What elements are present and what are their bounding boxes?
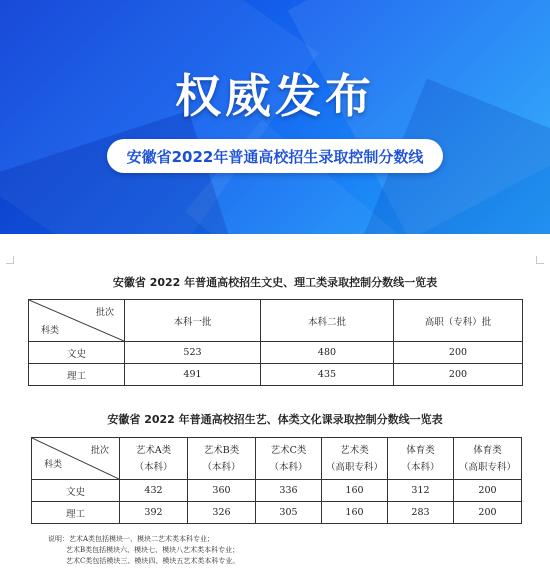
diag-label-category: 科类 [44,460,63,470]
table-cell: 200 [394,342,523,364]
table-row [32,502,522,524]
table-row [32,480,522,502]
table-cell: 491 [125,364,261,386]
table-cell: 283 [388,502,454,524]
diag-label-batch: 批次 [95,308,114,318]
table2-header-row [32,438,522,480]
table-cell: 160 [322,502,388,524]
page-corner-mark [536,256,544,264]
table-cell: 523 [125,342,261,364]
row-label: 文史 [32,480,120,502]
column-header: 体育类 （本科） [388,438,454,480]
banner-subtitle-pill [107,139,443,173]
row-label: 文史 [29,342,125,364]
row-label: 理工 [29,364,125,386]
table1-diagonal-header [29,300,125,342]
banner [0,0,550,234]
table-cell: 200 [454,502,522,524]
table-cell: 360 [188,480,256,502]
column-header: 本科二批 [261,300,394,342]
diag-label-batch: 批次 [90,446,109,456]
column-header: 艺术类 （高职专科） [322,438,388,480]
table-cell: 200 [454,480,522,502]
diag-label-category: 科类 [41,326,60,336]
table-cell: 305 [256,502,322,524]
column-header: 艺术A类 （本科） [120,438,188,480]
column-header: 高职（专科）批 [394,300,523,342]
table2-diagonal-header [32,438,120,480]
note-line: 艺术C类包括模块三、模块四、模块五艺术类本科专业。 [66,557,240,565]
notes [48,534,239,567]
table2-title: 安徽省 2022 年普通高校招生艺、体类文化课录取控制分数线一览表 [107,413,443,426]
row-label: 理工 [32,502,120,524]
column-header: 体育类 （高职专科） [454,438,522,480]
banner-subtitle: 安徽省2022年普通高校招生录取控制分数线 [126,147,424,166]
note-line: 艺术B类包括模块六、模块七、模块八艺术类本科专业； [66,546,240,554]
table1-title: 安徽省 2022 年普通高校招生文史、理工类录取控制分数线一览表 [112,276,438,289]
table-cell: 480 [261,342,394,364]
table-cell: 326 [188,502,256,524]
table-cell: 160 [322,480,388,502]
banner-title: 权威发布 [175,69,375,123]
column-header: 本科一批 [125,300,261,342]
table-cell: 312 [388,480,454,502]
table-cell: 432 [120,480,188,502]
table-row [29,342,523,364]
note-line: 说明：艺术A类包括模块一、模块二艺术类本科专业； [48,535,215,543]
column-header: 艺术C类 （本科） [256,438,322,480]
table1 [28,299,523,386]
column-header: 艺术B类 （本科） [188,438,256,480]
table-cell: 200 [394,364,523,386]
table-cell: 392 [120,502,188,524]
table-cell: 336 [256,480,322,502]
table-row [29,364,523,386]
table-cell: 435 [261,364,394,386]
page-corner-mark [6,256,14,264]
table1-header-row [29,300,523,342]
table2 [31,437,522,524]
